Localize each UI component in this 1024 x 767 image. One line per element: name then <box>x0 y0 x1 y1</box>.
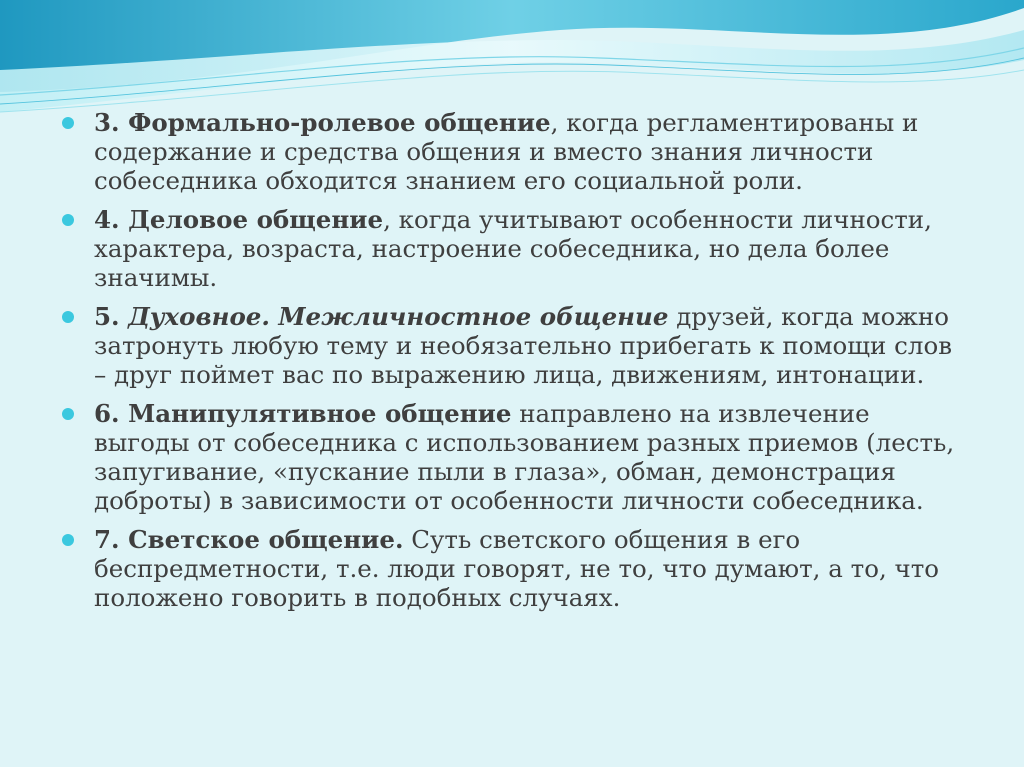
bullet-dot-icon <box>62 117 74 129</box>
bullet-heading: 7. Светское общение. <box>94 525 404 554</box>
slide-content <box>60 108 960 622</box>
bullet-text: , когда регламентированы и содержание и средства общения и вместо знания личности собеседника обходится знанием его социальной роли. <box>94 108 919 195</box>
bullet-item <box>60 302 960 389</box>
bullet-heading: 4. Деловое общение <box>94 205 384 234</box>
bullet-text: направлено на извлечение выгоды от собеседника с использованием разных приемов (лесть, запугивание, «пускание пыли в глаза», обман, демонстрация доброты) в зависимости от особенности личности собеседника. <box>94 399 955 515</box>
bullet-item <box>60 205 960 292</box>
bullet-item <box>60 108 960 195</box>
bullet-dot-icon <box>62 311 74 323</box>
bullet-text: друзей, когда можно затронуть любую тему и необязательно прибегать к помощи слов – друг поймет вас по выражению лица, движениям, интонации. <box>94 302 952 389</box>
bullet-text: , когда учитывают особенности личности, характера, возраста, настроение собеседника, но дела более значимы. <box>94 205 932 292</box>
bullet-text: Суть светского общения в его беспредметности, т.е. люди говорят, не то, что думают, а то, что положено говорить в подобных случаях. <box>94 525 940 612</box>
bullet-dot-icon <box>62 214 74 226</box>
bullet-item <box>60 525 960 612</box>
bullet-dot-icon <box>62 408 74 420</box>
bullet-list <box>60 108 960 612</box>
bullet-heading: 5. <box>94 302 129 331</box>
bullet-heading: 3. Формально-ролевое общение <box>94 108 551 137</box>
bullet-item <box>60 399 960 515</box>
bullet-dot-icon <box>62 534 74 546</box>
bullet-heading-italic: Духовное. Межличностное общение <box>128 302 669 331</box>
bullet-heading: 6. Манипулятивное общение <box>94 399 512 428</box>
